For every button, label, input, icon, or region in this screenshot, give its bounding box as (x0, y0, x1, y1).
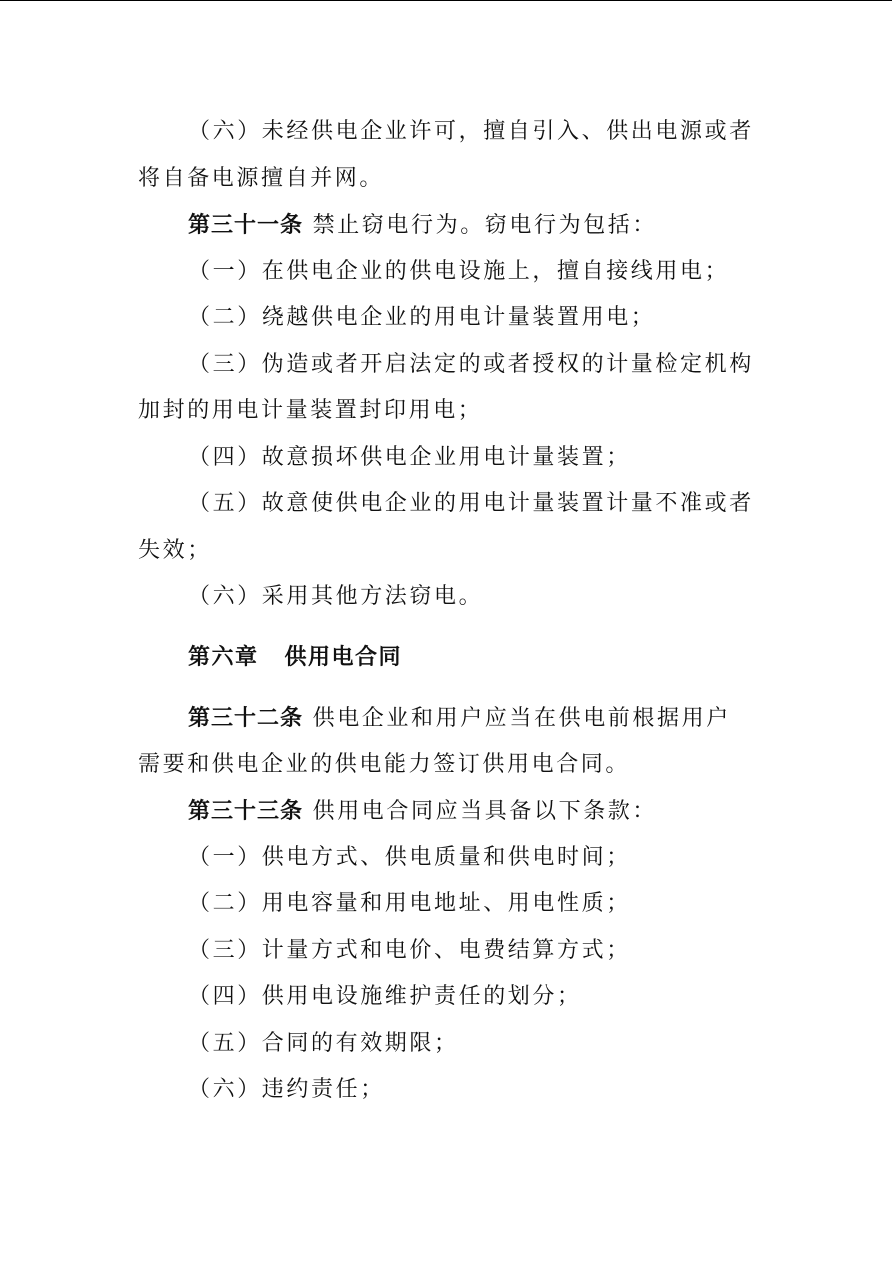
list-item: （四）故意损坏供电企业用电计量装置； (188, 444, 631, 470)
chapter-heading (138, 635, 756, 682)
list-item: （三）伪造或者开启法定的或者授权的计量检定机构 (188, 351, 754, 377)
list-item: （三）计量方式和电价、电费结算方式； (188, 937, 631, 963)
list-item: （五）合同的有效期限； (188, 1030, 459, 1056)
article-heading: 第三十三条 (188, 798, 304, 824)
paragraph-line: （六）未经供电企业许可，擅自引入、供出电源或者 (188, 119, 754, 144)
article-heading: 第三十一条 (188, 212, 304, 238)
document-body (138, 109, 756, 1114)
article-33 (138, 788, 756, 835)
article-text: 供用电合同应当具备以下条款： (303, 799, 658, 824)
list-item: （二）用电容量和用电地址、用电性质； (188, 891, 631, 916)
list-item: （五）故意使供电企业的用电计量装置计量不准或者 (188, 491, 754, 516)
list-item: （六）采用其他方法窃电。 (188, 584, 484, 609)
paragraph-line: 需要和供电企业的供电能力签订供用电合同。 (138, 751, 631, 777)
article-heading: 第三十二条 (188, 705, 304, 731)
list-item: （二）绕越供电企业的用电计量装置用电； (188, 305, 656, 330)
list-item-continuation: 失效； (138, 537, 212, 563)
paragraph-line: 将自备电源擅自并网。 (138, 165, 385, 191)
list-item-continuation: 加封的用电计量装置封印用电； (138, 398, 483, 423)
list-item: （一）供电方式、供电质量和供电时间； (188, 844, 631, 870)
article-32 (138, 695, 756, 742)
list-item: （六）违约责任； (188, 1077, 385, 1102)
list-item: （四）供用电设施维护责任的划分； (188, 984, 582, 1009)
chapter-number: 第六章 (188, 644, 259, 670)
article-text: 禁止窃电行为。窃电行为包括： (303, 213, 658, 238)
article-text: 供电企业和用户应当在供电前根据用户 (303, 706, 731, 731)
article-31 (138, 202, 756, 249)
chapter-title: 供用电合同 (284, 644, 403, 670)
list-item: （一）在供电企业的供电设施上，擅自接线用电； (188, 258, 730, 284)
